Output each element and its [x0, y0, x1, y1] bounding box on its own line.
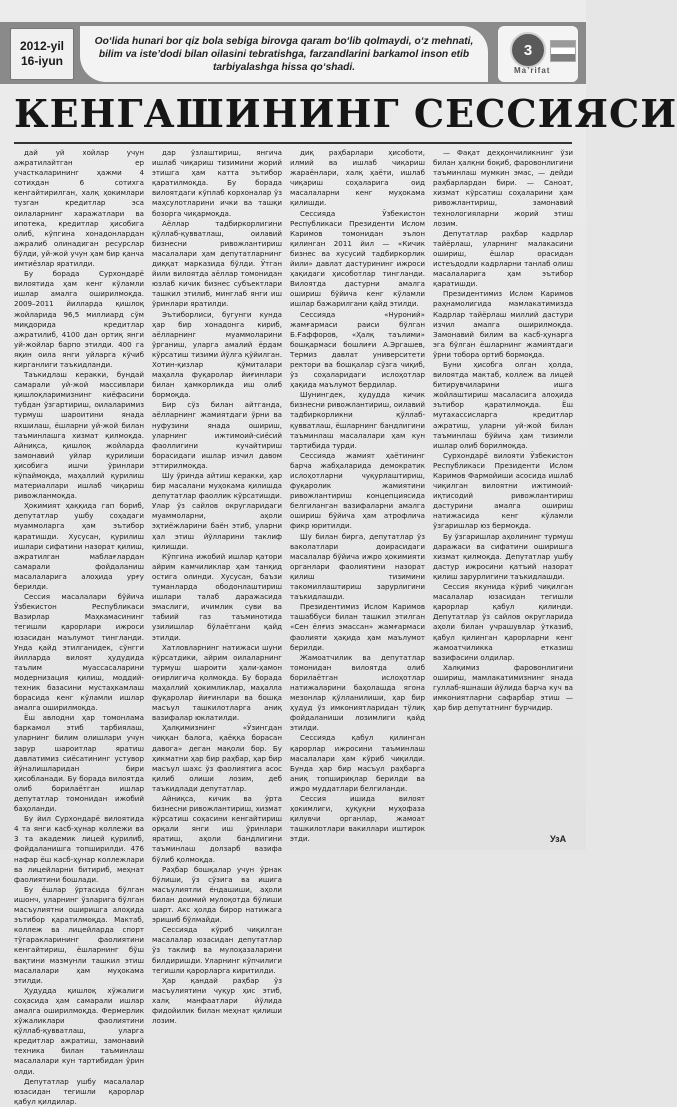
article-column-3	[290, 148, 425, 844]
article-column-4	[433, 148, 573, 826]
article-paragraph: Хатловларнинг натижаси шуни кўрсатдики, айрим оилаларнинг турмуш шароити ҳали-ҳамон оғирлигича қолмоқда. Бу борада маҳаллий ҳокимликлар, маҳалла фуқаролар йиғинлари ва бошқа масъул ташкилотларга аниқ вазифалар юклатилди.	[152, 642, 282, 723]
article-column-1	[14, 148, 144, 1106]
title-divider	[14, 142, 572, 144]
article-paragraph: Бу йил Сурхондарё вилоятида 4 та янги касб-ҳунар коллежи ва 3 та академик лицей қурилиб, фойдаланишга топширилди. 476 нафар ёш касб-ҳунар коллежлари ва лицейларни битириб, меҳнат фаолиятини бошлади.	[14, 814, 144, 884]
article-paragraph: Ҳудудда қишлоқ хўжалиги соҳасида ҳам самарали ишлар амалга оширилмоқда. Фермерлик хўжаликлари фаолиятини қўллаб-қувватлаш, уларга кредитлар ажратиш, замонавий техника билан таъминлаш масалалари кун тартибидан ўрин олди.	[14, 985, 144, 1076]
article-byline: УзА	[550, 834, 567, 844]
article-paragraph: дар ўзлаштириш, янгича ишлаб чиқариш тизимини жорий этишга ҳам катта эътибор қаратилмоқда. Бу борада вилоятдаги кўплаб корхоналар ўз маҳсулотларини ички ва ташқи бозорга чиқармоқда.	[152, 148, 282, 218]
article-paragraph: Эътиборлиси, бугунги кунда ҳар бир хонадонга кириб, аёлларнинг муаммоларини ўрганиш, уларга амалий ёрдам кўрсатиш тизими йўлга қўйилган. Хотин-қизлар қўмиталари маҳалла фуқаролар йиғинлари билан ҳамкорликда иш олиб бормоқда.	[152, 309, 282, 400]
article-paragraph: диқ раҳбарлари ҳисоботи, илмий ва ишлаб чиқариш жараёнлари, халқ ҳаёти, ишлаб чиқариш соҳаларига оид масалаларни кенг муҳокама қилишди.	[290, 148, 425, 208]
article-column-2	[152, 148, 282, 1026]
article-paragraph: Айниқса, кичик ва ўрта бизнесни ривожлантириш, хизмат кўрсатиш соҳасини кенгайтириш орқали янги иш ўринлари яратиш, аҳоли бандлигини таъминлаш долзарб вазифа бўлиб қолмоқда.	[152, 794, 282, 864]
article-paragraph: Сессияда «Нуроний» жамғармаси раиси бўлган Б.Ғаффоров, «Ҳалқ таълими» бошқармаси бошлиғи А.Эргашев, Термиз давлат университети ректори ва бошқалар сўзга чиқиб, ўз соҳаларидаги ислоҳотлар ҳақида маълумот бердилар.	[290, 309, 425, 390]
article-paragraph: Сессияда кўриб чиқилган масалалар юзасидан депутатлар ўз таклиф ва мулоҳазаларини билдиришди. Уларнинг кўпчилиги тегишли қарорларга киритилди.	[152, 925, 282, 975]
header-motto: Oo‘lida hunari bor qiz bola sebiga birovga qaram bo‘lib qolmaydi, o‘z mehnati, bilim va iste’dodi bilan oilasini tebratishga, farzandlarini barkamol inson etib tarbiyalashga hissa qo‘shadi.	[80, 26, 488, 82]
issue-year: 2012-yil	[19, 39, 65, 53]
page-number: 3	[510, 32, 546, 68]
article-paragraph: Сессия масалалари бўйича Ўзбекистон Республикаси Вазирлар Маҳкамасининг тегишли қарорлари ижроси юзасидан маълумот тингланди. Унда қайд этилганидек, сўнгги йилларда вилоят ҳудудида таълим муассасаларини модернизация қилиш, моддий-техник базасини мустаҳкамлаш борасида кенг кўламли ишлар амалга оширилмоқда.	[14, 592, 144, 713]
article-paragraph: Бу ёшлар ўртасида бўлган ишонч, уларнинг ўзларига бўлган масъулиятни оширишга алоҳида эътибор қаратилмоқда. Мактаб, коллеж ва лицейларда спорт тўгаракларининг фаолиятини кенгайтириш, ёшларнинг бўш вақтини мазмунли ташкил этиш масалалари ҳам муҳокама этилди.	[14, 884, 144, 985]
article-paragraph: Сурхондарё вилояти Ўзбекистон Республикаси Президенти Ислом Каримов Фармойиши асосида ишлаб чиқилган вилоятни ижтимоий-иқтисодий ривожлантириш дастурини амалга ошириш натижасида кенг кўламли ўзгаришлар юз бермоқда.	[433, 450, 573, 531]
article-paragraph: Бир сўз билан айтганда, аёлларнинг жамиятдаги ўрни ва нуфузини янада ошириш, уларнинг ижтимоий-сиёсий фаоллигини кучайтириш борасидаги ишлар изчил давом эттирилмоқда.	[152, 400, 282, 470]
article-paragraph: Шу билан бирга, депутатлар ўз ваколатлари доирасидаги масалалар бўйича ижро ҳокимияти органлари фаолиятини назорат қилиш тизимини такомиллаштириш зарурлигини таъкидлашди.	[290, 531, 425, 602]
article-paragraph: Депутатлар раҳбар кадрлар тайёрлаш, уларнинг малакасини ошириш, ёшлар орасидан истеъдодли кадрларни танлаб олиш масалаларига ҳам эътибор қаратишди.	[433, 228, 573, 289]
article-paragraph: Таъкидлаш керакки, бундай самарали уй-жой массивлари қишлоқларимизнинг киёфасини тубдан ўзгартириш, оилаларимиз турмуш шароитини янада яхшилаш, ёшларни уй-жой билан таъминлашга хизмат қилмоқда. Айниқса, қишлоқ жойларда замонавий уйлар қурилиши ҳисобига ишчи ўринлари кўпаймоқда, маҳаллий қурилиш материаллари ишлаб чиқариш ривожланмоқда.	[14, 370, 144, 501]
article-paragraph: Буни ҳисобга олган ҳолда, вилоятда мактаб, коллеж ва лицей битирувчиларини ишга жойлаштириш масаласига алоҳида эътибор қаратилмоқда. Ёш мутахассисларга кредитлар ажратиш, уларни уй-жой билан таъминлаш бўйича ҳам тизимли ишлар олиб борилмоқда.	[433, 359, 573, 450]
article-paragraph: Президентимиз Ислом Каримов раҳнамолигида мамлакатимизда Кадрлар тайёрлаш миллий дастури изчил амалга оширилмоқда. Замонавий билим ва касб-ҳунарга эга бўлган ёшларнинг жамиятдаги ўрни тобора ортиб бормоқда.	[433, 289, 573, 359]
article-paragraph: Кўпгина ижобий ишлар қатори айрим камчиликлар ҳам танқид остига олинди. Хусусан, баъзи туманларда ободонлаштириш ишлари талаб даражасида эмаслиги, ичимлик суви ва табиий газ таъминотида узилишлар бўлаётгани қайд этилди.	[152, 551, 282, 642]
article-title: КЕНГАШИНИНГ СЕССИЯСИ	[14, 91, 677, 136]
article-paragraph: — Фақат деҳқончиликнинг ўзи билан ҳалқни боқиб, фаровонлигини таъминлаш мумкин эмас, — дейди раҳбарлардан бири. — Саноат, хизмат кўрсатиш соҳаларини ҳам ривожлантириш, замонавий технологияларни жорий этиш лозим.	[433, 148, 573, 228]
article-paragraph: Жамоатчилик ва депутатлар томонидан вилоятда олиб борилаётган ислоҳотлар натижаларини баҳолашда ягона мезонлар қўлланилиши, ҳар бир ҳудуд ўз имкониятларидан тўлиқ фойдаланиши лозимлиги қайд этилди.	[290, 652, 425, 733]
article-paragraph: Сессияда Ўзбекистон Республикаси Президенти Ислом Каримов томонидан эълон қилинган 2011 йил — «Кичик бизнес ва хусусий тадбиркорлик йили» давлат дастурининг ижроси ҳақидаги ҳисоботлар тингланди. Вилоятда дастурни амалга ошириш бўйича кенг кўламли ишлар бажарилгани қайд этилди.	[290, 208, 425, 309]
article-paragraph: Сессия якунида кўриб чиқилган масалалар юзасидан тегишли қарорлар қабул қилинди. Депутатлар ўз сайлов округларида аҳоли билан учрашувлар ўтказиб, қабул қилинган қарорларни кенг жамоатчиликка етказиш вазифасини олдилар.	[433, 582, 573, 662]
article-paragraph: Раҳбар бошқалар учун ўрнак бўлиши, ўз сўзига ва ишига масъулиятли ёндашиши, аҳоли билан доимий мулоқотда бўлиши шарт. Акс ҳолда бирор натижага эришиб бўлмайди.	[152, 864, 282, 925]
issue-date	[10, 28, 74, 80]
article-paragraph: Депутатлар ушбу масалалар юзасидан тегишли қарорлар қабул қилдилар.	[14, 1076, 144, 1106]
article-paragraph: Халқимиз фаровонлигини ошириш, мамлакатимизнинг янада гуллаб-яшнаши йўлида барча куч ва имкониятларни сафарбар этиш — ҳар бир депутатнинг бурчидир.	[433, 662, 573, 713]
article-paragraph: Аёллар тадбиркорлигини қўллаб-қувватлаш, оилавий бизнесни ривожлантириш масалалари ҳам депутатларнинг диққат марказида бўлди. Ўтган йили вилоятда аёллар томонидан юзлаб кичик бизнес субъектлари ташкил этилиб, минглаб янги иш ўринлари яратилди.	[152, 218, 282, 309]
flag-icon	[550, 40, 576, 62]
article-paragraph: Ҳокимият ҳаққида гап бориб, депутатлар ушбу соҳадаги муаммоларга ҳам эътибор қаратишди. Хусусан, қурилиш ишлари сифатини назорат қилиш, ажратилган маблағлардан самарали фойдаланиш масалаларига алоҳида урғу берилди.	[14, 501, 144, 592]
article-paragraph: Шунингдек, ҳудудда кичик бизнесни ривожлантириш, оилавий тадбиркорликни қўллаб-қувватлаш, ёшларнинг бандлигини таъминлаш масалалари ҳам кун тартибида турди.	[290, 390, 425, 450]
newspaper-brand: Ma’rifat	[514, 66, 551, 75]
issue-day: 16-iyun	[20, 54, 63, 68]
article-paragraph: Бу ўзгаришлар аҳолининг турмуш даражаси ва сифатини оширишга хизмат қилмоқда. Депутатлар ушбу дастур ижросини қатъий назорат қилиш зарурлигини таъкидлашди.	[433, 531, 573, 581]
article-paragraph: Ёш авлодни ҳар томонлама баркамол этиб тарбиялаш, уларнинг билим олишлари учун зарур шароитлар яратиш давлатимиз сиёсатининг устувор йўналишларидан бири ҳисобланади. Бу борада вилоятда олиб борилаётган ишлар депутатлар томонидан ижобий баҳоланди.	[14, 713, 144, 814]
article-paragraph: Сессия ишида вилоят ҳокимлиги, ҳуқуқни муҳофаза қилувчи органлар, жамоат ташкилотлари вакиллари иштирок этди.	[290, 794, 425, 844]
article-paragraph: Сессияда қабул қилинган қарорлар ижросини таъминлаш масалалари ҳам кўриб чиқилди. Бунда ҳар бир масъул раҳбарга аниқ топшириқлар берилди ва ижро муддатлари белгиланди.	[290, 733, 425, 793]
article-paragraph: Сессияда жамият ҳаётининг барча жабҳаларида демократик ислоҳотларни чуқурлаштириш, фуқаролик жамиятини ривожлантириш концепциясида белгиланган вазифаларни амалга ошириш бўйича ҳам атрофлича фикр юритилди.	[290, 450, 425, 531]
article-paragraph: Ҳалқимизнинг «Ўзингдан чиққан балога, қаёққа борасан давога» деган мақоли бор. Бу ҳикматни ҳар бир раҳбар, ҳар бир масъул шахс ўз фаолиятига асос қилиб олиши лозим, деб таъкидлади депутатлар.	[152, 723, 282, 793]
article-paragraph: Ҳар қандай раҳбар ўз масъулиятини чуқур ҳис этиб, халқ манфаатлари йўлида фидойилик билан меҳнат қилиши лозим.	[152, 975, 282, 1026]
article-paragraph: Шу ўринда айтиш керакки, ҳар бир масалани муҳокама қилишда депутатлар фаоллик кўрсатишди. Улар ўз сайлов округларидаги муаммоларни, аҳоли эҳтиёжларини баён этиб, уларни ҳал этиш йўлларини таклиф қилишди.	[152, 471, 282, 551]
article-paragraph: дай уй хойлар учун ажратилайтган ер участкаларининг ҳажми 4 сотихдан 6 сотихга кенгайтирилган, халқ ҳокимлари тузган кредитлар эса оилаларнинг харажатлари ва ипотека, кредитлар ҳисобига олиб, кўпгина хонадонлардан ажралиб олинадиган ресурслар бўлди, уй-жой учун ҳам бир қанча имтиёзлар яратилди.	[14, 148, 144, 269]
article-paragraph: Президентимиз Ислом Каримов ташаббуси билан ташкил этилган «Сен ёлғиз эмассан» жамғармаси фаолияти ҳақида ҳам маълумот берилди.	[290, 602, 425, 652]
article-paragraph: Бу борада Сурхондарё вилоятида ҳам кенг кўламли ишлар амалга оширилмоқда. 2009–2011 йилларда қишлоқ жойларида 96,5 миллиард сўм миқдорида кредитлар ажратилиб, 4100 дан ортиқ янги уй-жойлар барпо этилди. 400 га яқин оила янги уйларга кўчиб кирганлиги таъкидланди.	[14, 269, 144, 369]
